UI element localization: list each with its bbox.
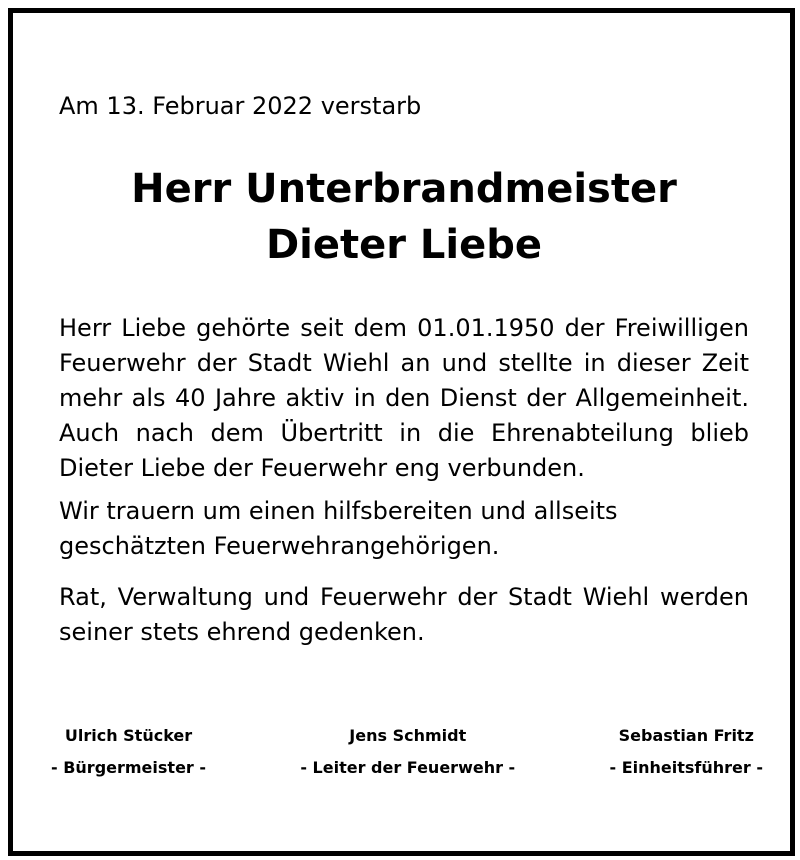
signature-unit-leader	[610, 720, 764, 784]
signature-name: Jens Schmidt	[349, 726, 467, 745]
signature-role: - Leiter der Feuerwehr -	[300, 758, 516, 777]
signature-mayor	[51, 720, 206, 784]
paragraph-remembrance: Rat, Verwaltung und Feuerwehr der Stadt Wiehl werden seiner stets ehrend gedenken.	[59, 583, 749, 646]
signature-role: - Bürgermeister -	[51, 758, 207, 777]
paragraph-mourning: Wir trauern um einen hilfsbereiten und allseits geschätzten Feuerwehrangehörigen.	[59, 497, 618, 560]
signature-name: Ulrich Stücker	[64, 726, 193, 745]
signature-role: - Einheitsführer -	[609, 758, 763, 777]
obituary-content	[59, 91, 749, 650]
title-line-name: Dieter Liebe	[265, 222, 543, 268]
signature-name: Sebastian Fritz	[618, 726, 754, 745]
paragraph-biography: Herr Liebe gehörte seit dem 01.01.1950 der Freiwilligen Feuerwehr der Stadt Wiehl an und stellte in dieser Zeit mehr als 40 Jahre aktiv in den Dienst der Allgemeinheit. Auch nach dem Übertritt in die Ehrenabteilung blieb Dieter Liebe der Feuerwehr eng verbunden.	[59, 314, 749, 482]
signature-fire-chief	[300, 720, 515, 784]
obituary-frame	[8, 8, 795, 856]
intro-text: Am 13. Februar 2022 verstarb	[59, 92, 422, 120]
title-line-rank: Herr Unterbrandmeister	[131, 166, 677, 212]
signature-block	[51, 720, 763, 784]
obituary-title	[59, 161, 749, 273]
